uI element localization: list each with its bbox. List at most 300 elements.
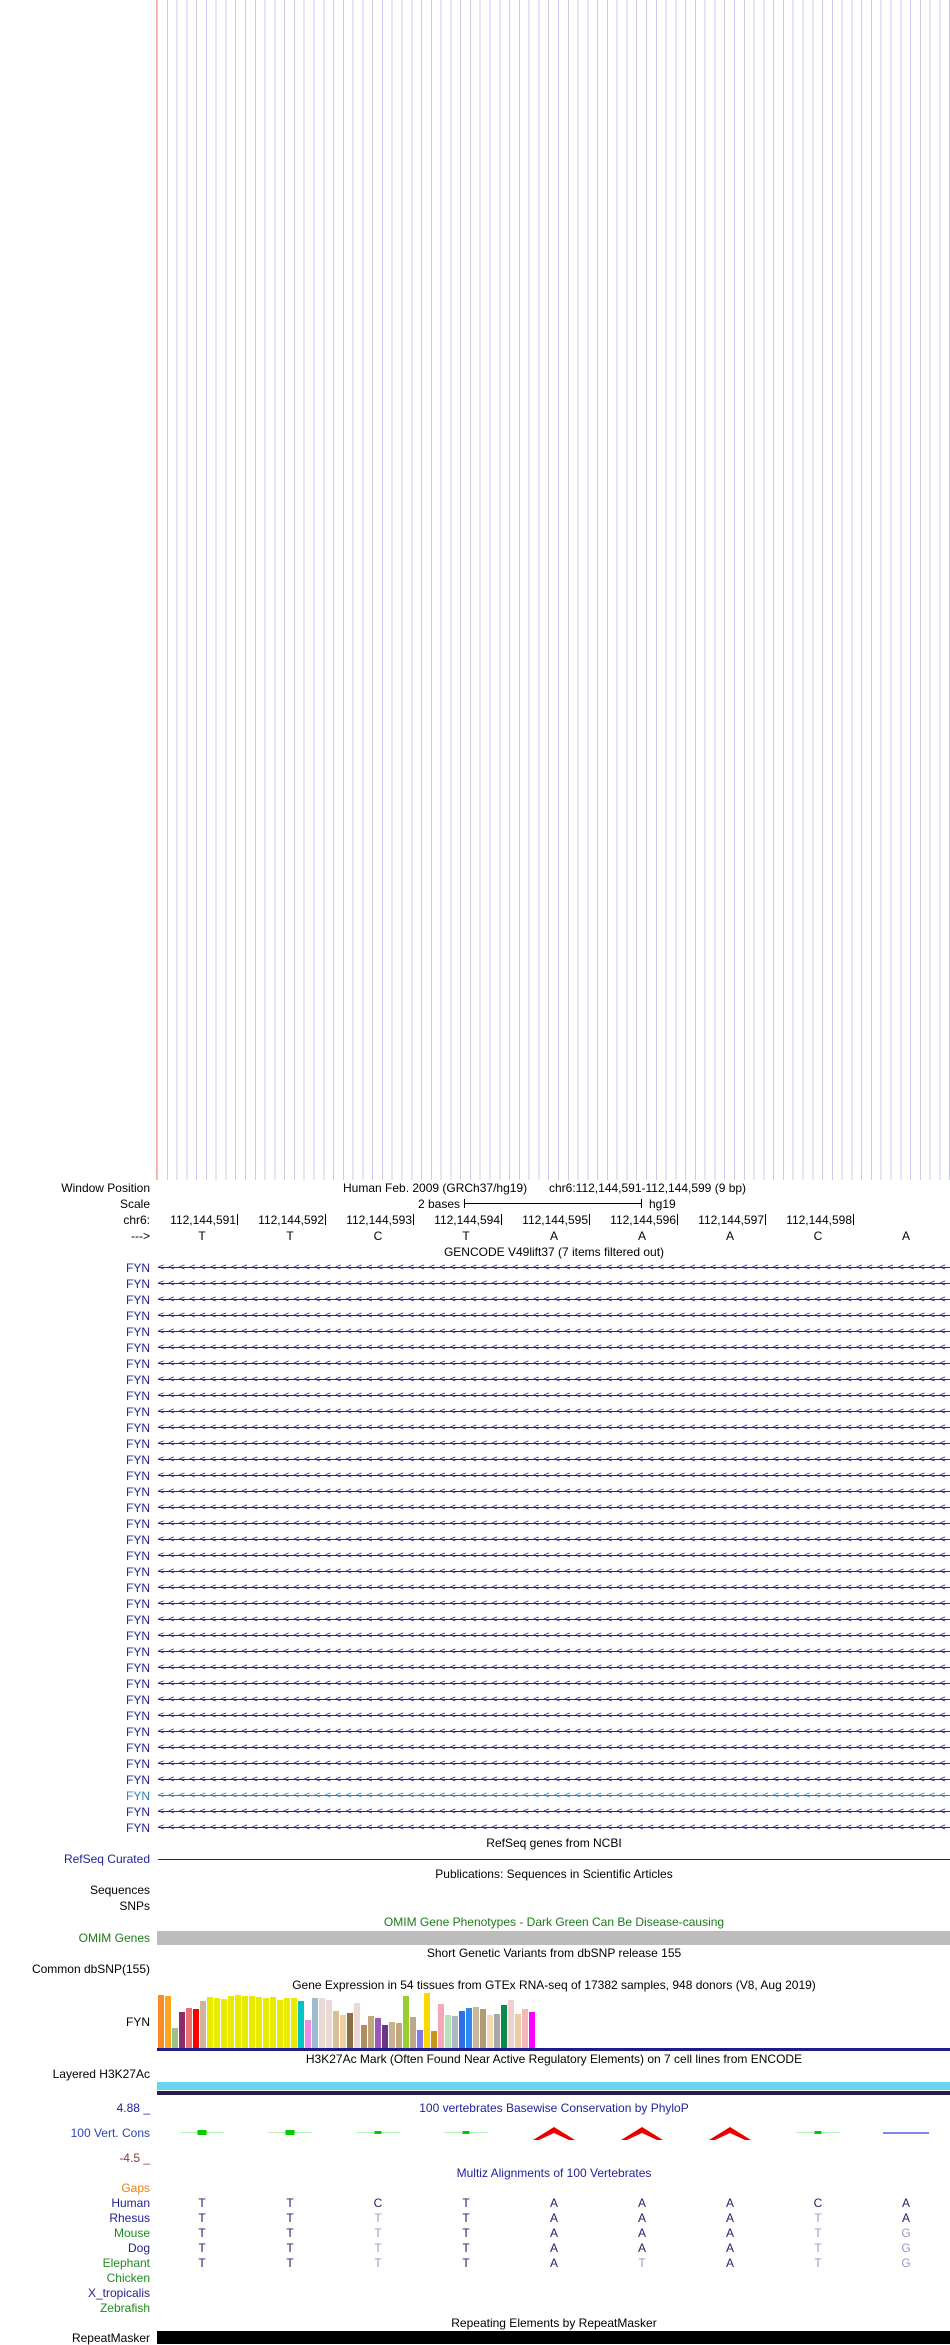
expression-bar[interactable] bbox=[263, 1998, 269, 2048]
gene-row-fyn[interactable] bbox=[0, 1292, 950, 1308]
alignment-base: T bbox=[286, 2226, 294, 2240]
expression-bar[interactable] bbox=[382, 2025, 388, 2048]
expression-bar[interactable] bbox=[207, 1997, 213, 2048]
expression-bar[interactable] bbox=[375, 2018, 381, 2048]
alignment-base: A bbox=[637, 2211, 646, 2225]
phylop-positive-mark bbox=[180, 2126, 224, 2140]
strand-arrows-icon: <<<<<<<<<<<<<<<<<<<<<<<<<<<<<<<<<<<<<<<<<<<<<<<<<<<<<<<<<<<<<<<<<<<<<<<<<<<< bbox=[158, 1438, 950, 1449]
base-cells bbox=[158, 1228, 950, 1244]
reference-base: A bbox=[725, 1229, 734, 1243]
reference-base: C bbox=[373, 1229, 383, 1243]
multiz-row-zebrafish[interactable] bbox=[0, 2301, 950, 2316]
gene-row-fyn[interactable] bbox=[0, 1756, 950, 1772]
gene-label: FYN bbox=[126, 1501, 150, 1515]
gene-label: FYN bbox=[126, 1581, 150, 1595]
multiz-row-dog[interactable] bbox=[0, 2241, 950, 2256]
conservation-title-row bbox=[0, 2100, 950, 2116]
sequences-row[interactable] bbox=[0, 1882, 950, 1898]
strand-arrows-icon: <<<<<<<<<<<<<<<<<<<<<<<<<<<<<<<<<<<<<<<<<<<<<<<<<<<<<<<<<<<<<<<<<<<<<<<<<<<< bbox=[158, 1774, 950, 1785]
gene-label: FYN bbox=[126, 1613, 150, 1627]
gene-label: FYN bbox=[126, 1261, 150, 1275]
gene-label: FYN bbox=[126, 1453, 150, 1467]
gene-label: FYN bbox=[126, 1389, 150, 1403]
phylop-score-box bbox=[375, 2131, 382, 2134]
gene-row-fyn[interactable] bbox=[0, 1500, 950, 1516]
gene-row-fyn[interactable] bbox=[0, 1276, 950, 1292]
gene-transcript bbox=[158, 1292, 950, 1308]
expression-bar[interactable] bbox=[340, 2015, 346, 2048]
expression-bar[interactable] bbox=[508, 2000, 514, 2048]
alignment-base: A bbox=[637, 2226, 646, 2240]
coordinate-label: 112,144,595 bbox=[502, 1212, 590, 1228]
gene-label: FYN bbox=[126, 1517, 150, 1531]
gene-label: FYN bbox=[126, 1805, 150, 1819]
sequences-label: Sequences bbox=[89, 1883, 150, 1897]
h3k27ac-baseline bbox=[157, 2091, 950, 2095]
multiz-row-elephant[interactable] bbox=[0, 2256, 950, 2271]
strand-arrows-icon: <<<<<<<<<<<<<<<<<<<<<<<<<<<<<<<<<<<<<<<<<<<<<<<<<<<<<<<<<<<<<<<<<<<<<<<<<<<< bbox=[158, 1358, 950, 1369]
strand-arrows-icon: <<<<<<<<<<<<<<<<<<<<<<<<<<<<<<<<<<<<<<<<<<<<<<<<<<<<<<<<<<<<<<<<<<<<<<<<<<<< bbox=[158, 1566, 950, 1577]
species-label: Elephant bbox=[102, 2256, 150, 2270]
snps-row[interactable] bbox=[0, 1898, 950, 1914]
phylop-negative-caret bbox=[709, 2127, 751, 2140]
gene-transcript bbox=[158, 1772, 950, 1788]
alignment-base: T bbox=[198, 2256, 206, 2270]
strand-label: ---> bbox=[131, 1229, 150, 1243]
dbsnp-label: Common dbSNP(155) bbox=[31, 1962, 150, 1976]
strand-arrows-icon: <<<<<<<<<<<<<<<<<<<<<<<<<<<<<<<<<<<<<<<<<<<<<<<<<<<<<<<<<<<<<<<<<<<<<<<<<<<< bbox=[158, 1678, 950, 1689]
expression-bar[interactable] bbox=[333, 2011, 339, 2048]
cons-min-label: -4.5 _ bbox=[119, 2151, 150, 2165]
reference-base: T bbox=[286, 1229, 294, 1243]
expression-bar[interactable] bbox=[165, 1996, 171, 2048]
expression-bar[interactable] bbox=[389, 2022, 395, 2048]
strand-arrows-icon: <<<<<<<<<<<<<<<<<<<<<<<<<<<<<<<<<<<<<<<<<<<<<<<<<<<<<<<<<<<<<<<<<<<<<<<<<<<< bbox=[158, 1374, 950, 1385]
alignment-base: T bbox=[286, 2256, 294, 2270]
expression-bar[interactable] bbox=[396, 2023, 402, 2048]
gene-transcript bbox=[158, 1548, 950, 1564]
h3k27ac-title-row bbox=[0, 2051, 950, 2067]
gene-row-fyn[interactable] bbox=[0, 1516, 950, 1532]
alignment-base: A bbox=[549, 2256, 558, 2270]
alignment-base: C bbox=[373, 2196, 383, 2210]
species-label: Gaps bbox=[121, 2181, 150, 2195]
gene-row-fyn[interactable] bbox=[0, 1708, 950, 1724]
gene-row-fyn[interactable] bbox=[0, 1484, 950, 1500]
phylop-mark-red-caret bbox=[598, 2116, 686, 2150]
alignment-base: C bbox=[813, 2196, 823, 2210]
multiz-alignment-rows bbox=[0, 2181, 950, 2316]
gene-row-fyn[interactable] bbox=[0, 1356, 950, 1372]
reference-base: T bbox=[198, 1229, 206, 1243]
gene-row-fyn[interactable] bbox=[0, 1596, 950, 1612]
alignment-base: T bbox=[198, 2241, 206, 2255]
coordinate-label: 112,144,597 bbox=[678, 1212, 766, 1228]
expression-bar[interactable] bbox=[172, 2028, 178, 2048]
alignment-base: A bbox=[549, 2196, 558, 2210]
gene-transcript bbox=[158, 1788, 950, 1804]
gene-transcript bbox=[158, 1756, 950, 1772]
alignment-base: A bbox=[637, 2196, 646, 2210]
expression-bar[interactable] bbox=[529, 2012, 535, 2048]
gene-row-fyn[interactable] bbox=[0, 1644, 950, 1660]
assembly-text: Human Feb. 2009 (GRCh37/hg19) bbox=[343, 1181, 528, 1195]
expression-bar[interactable] bbox=[298, 2001, 304, 2048]
expression-bar[interactable] bbox=[403, 1996, 409, 2048]
gene-row-fyn[interactable] bbox=[0, 1676, 950, 1692]
expression-bar[interactable] bbox=[179, 2012, 185, 2048]
coordinate-label: 112,144,593 bbox=[326, 1212, 414, 1228]
dbsnp-title: Short Genetic Variants from dbSNP release 155 bbox=[426, 1946, 682, 1960]
omim-title: OMIM Gene Phenotypes - Dark Green Can Be Disease-causing bbox=[383, 1915, 725, 1929]
refseq-curated-label: RefSeq Curated bbox=[63, 1852, 150, 1866]
h3k27ac-label-row[interactable] bbox=[0, 2067, 950, 2082]
expression-bar[interactable] bbox=[291, 1998, 297, 2048]
gene-label: FYN bbox=[126, 1357, 150, 1371]
expression-bar[interactable] bbox=[221, 1999, 227, 2048]
strand-arrows-icon: <<<<<<<<<<<<<<<<<<<<<<<<<<<<<<<<<<<<<<<<<<<<<<<<<<<<<<<<<<<<<<<<<<<<<<<<<<<< bbox=[158, 1454, 950, 1465]
window-position-label: Window Position bbox=[61, 1181, 150, 1195]
strand-arrows-icon: <<<<<<<<<<<<<<<<<<<<<<<<<<<<<<<<<<<<<<<<<<<<<<<<<<<<<<<<<<<<<<<<<<<<<<<<<<<< bbox=[158, 1502, 950, 1513]
expression-bar[interactable] bbox=[445, 2015, 451, 2048]
phylop-score-box bbox=[198, 2130, 207, 2135]
publications-title-row bbox=[0, 1867, 950, 1882]
expression-bar[interactable] bbox=[284, 1998, 290, 2048]
gene-row-fyn[interactable] bbox=[0, 1580, 950, 1596]
gene-label: FYN bbox=[126, 1661, 150, 1675]
gene-row-fyn[interactable] bbox=[0, 1324, 950, 1340]
strand-arrows-icon: <<<<<<<<<<<<<<<<<<<<<<<<<<<<<<<<<<<<<<<<<<<<<<<<<<<<<<<<<<<<<<<<<<<<<<<<<<<< bbox=[158, 1790, 950, 1801]
expression-bar[interactable] bbox=[501, 2005, 507, 2048]
expression-bar[interactable] bbox=[438, 2004, 444, 2048]
gene-row-fyn[interactable] bbox=[0, 1436, 950, 1452]
gene-row-fyn[interactable] bbox=[0, 1452, 950, 1468]
omim-genes-row[interactable] bbox=[0, 1930, 950, 1946]
gene-row-fyn[interactable] bbox=[0, 1804, 950, 1820]
gene-row-fyn[interactable] bbox=[0, 1724, 950, 1740]
gene-row-fyn[interactable] bbox=[0, 1308, 950, 1324]
gene-row-fyn[interactable] bbox=[0, 1388, 950, 1404]
gene-transcript bbox=[158, 1420, 950, 1436]
phylop-mark-blue-line bbox=[862, 2116, 950, 2150]
phylop-positive-mark bbox=[356, 2126, 400, 2140]
gene-label: FYN bbox=[126, 1645, 150, 1659]
phylop-mark-red-caret bbox=[510, 2116, 598, 2150]
strand-arrows-icon: <<<<<<<<<<<<<<<<<<<<<<<<<<<<<<<<<<<<<<<<<<<<<<<<<<<<<<<<<<<<<<<<<<<<<<<<<<<< bbox=[158, 1406, 950, 1417]
coordinate-label: 112,144,596 bbox=[590, 1212, 678, 1228]
gene-label: FYN bbox=[126, 1757, 150, 1771]
alignment-base: A bbox=[549, 2241, 558, 2255]
phylop-mark-green-dash bbox=[774, 2116, 862, 2150]
alignment-base: T bbox=[814, 2256, 822, 2270]
expression-bar[interactable] bbox=[368, 2016, 374, 2048]
gtex-title: Gene Expression in 54 tissues from GTEx RNA-seq of 17382 samples, 948 donors (V8, Aug 2019) bbox=[292, 1978, 816, 1992]
strand-arrows-icon: <<<<<<<<<<<<<<<<<<<<<<<<<<<<<<<<<<<<<<<<<<<<<<<<<<<<<<<<<<<<<<<<<<<<<<<<<<<< bbox=[158, 1742, 950, 1753]
gene-transcript bbox=[158, 1708, 950, 1724]
conservation-title: 100 vertebrates Basewise Conservation by PhyloP bbox=[419, 2101, 689, 2115]
alignment-base: T bbox=[814, 2211, 822, 2225]
expression-bar[interactable] bbox=[305, 2020, 311, 2048]
alignment-base: T bbox=[198, 2196, 206, 2210]
gene-label: FYN bbox=[126, 1437, 150, 1451]
expression-bar[interactable] bbox=[480, 2009, 486, 2048]
alignment-base: T bbox=[462, 2241, 470, 2255]
gene-transcript bbox=[158, 1660, 950, 1676]
multiz-row-x_tropicalis[interactable] bbox=[0, 2286, 950, 2301]
phylop-mark-red-caret bbox=[686, 2116, 774, 2150]
strand-arrows-icon: <<<<<<<<<<<<<<<<<<<<<<<<<<<<<<<<<<<<<<<<<<<<<<<<<<<<<<<<<<<<<<<<<<<<<<<<<<<< bbox=[158, 1662, 950, 1673]
gene-transcript bbox=[158, 1452, 950, 1468]
expression-bar[interactable] bbox=[466, 2008, 472, 2048]
expression-bar[interactable] bbox=[515, 2014, 521, 2048]
expression-bar[interactable] bbox=[235, 1995, 241, 2048]
gene-transcript bbox=[158, 1356, 950, 1372]
alignment-base: T bbox=[374, 2241, 382, 2255]
species-label: Dog bbox=[127, 2241, 150, 2255]
alignment-base: A bbox=[549, 2211, 558, 2225]
gene-row-fyn[interactable] bbox=[0, 1532, 950, 1548]
gene-transcript bbox=[158, 1820, 950, 1836]
gene-transcript bbox=[158, 1308, 950, 1324]
gene-row-fyn[interactable] bbox=[0, 1788, 950, 1804]
phylop-positive-mark bbox=[444, 2126, 488, 2140]
alignment-base: T bbox=[814, 2241, 822, 2255]
repeatmasker-row[interactable] bbox=[0, 2331, 950, 2345]
strand-arrows-icon: <<<<<<<<<<<<<<<<<<<<<<<<<<<<<<<<<<<<<<<<<<<<<<<<<<<<<<<<<<<<<<<<<<<<<<<<<<<< bbox=[158, 1550, 950, 1561]
alignment-bases bbox=[158, 2211, 950, 2226]
gene-label: FYN bbox=[126, 1629, 150, 1643]
phylop-positive-mark bbox=[268, 2126, 312, 2140]
alignment-base: G bbox=[901, 2256, 911, 2270]
gene-label: FYN bbox=[126, 1709, 150, 1723]
gencode-gene-rows bbox=[0, 1260, 950, 1836]
alignment-bases bbox=[158, 2196, 950, 2211]
gene-row-fyn[interactable] bbox=[0, 1404, 950, 1420]
gene-row-fyn[interactable] bbox=[0, 1740, 950, 1756]
expression-bar[interactable] bbox=[249, 1996, 255, 2048]
expression-bar[interactable] bbox=[214, 1998, 220, 2048]
snps-label: SNPs bbox=[119, 1899, 150, 1913]
chrom-label: chr6: bbox=[123, 1213, 150, 1227]
gene-transcript bbox=[158, 1692, 950, 1708]
alignment-bases bbox=[158, 2256, 950, 2271]
gene-label: FYN bbox=[126, 1549, 150, 1563]
expression-bar[interactable] bbox=[319, 1998, 325, 2048]
expression-bar[interactable] bbox=[410, 2017, 416, 2048]
strand-arrows-icon: <<<<<<<<<<<<<<<<<<<<<<<<<<<<<<<<<<<<<<<<<<<<<<<<<<<<<<<<<<<<<<<<<<<<<<<<<<<< bbox=[158, 1694, 950, 1705]
gene-row-fyn[interactable] bbox=[0, 1820, 950, 1836]
scale-value: 2 bases bbox=[417, 1197, 460, 1211]
gene-label: FYN bbox=[126, 1821, 150, 1835]
species-label: Chicken bbox=[106, 2271, 150, 2285]
repeatmasker-label: RepeatMasker bbox=[71, 2331, 150, 2345]
gtex-title-row bbox=[0, 1977, 950, 1993]
refseq-title: RefSeq genes from NCBI bbox=[486, 1836, 622, 1850]
gene-transcript bbox=[158, 1500, 950, 1516]
gene-transcript bbox=[158, 1372, 950, 1388]
expression-bar[interactable] bbox=[452, 2016, 458, 2048]
strand-arrows-icon: <<<<<<<<<<<<<<<<<<<<<<<<<<<<<<<<<<<<<<<<<<<<<<<<<<<<<<<<<<<<<<<<<<<<<<<<<<<< bbox=[158, 1758, 950, 1769]
expression-bar[interactable] bbox=[347, 2013, 353, 2048]
strand-arrows-icon: <<<<<<<<<<<<<<<<<<<<<<<<<<<<<<<<<<<<<<<<<<<<<<<<<<<<<<<<<<<<<<<<<<<<<<<<<<<< bbox=[158, 1470, 950, 1481]
gtex-expression-chart[interactable] bbox=[0, 1993, 950, 2051]
omim-genes-label: OMIM Genes bbox=[78, 1931, 150, 1945]
gene-transcript bbox=[158, 1260, 950, 1276]
gene-transcript bbox=[158, 1804, 950, 1820]
expression-bar[interactable] bbox=[200, 2001, 206, 2048]
expression-bar[interactable] bbox=[186, 2008, 192, 2048]
gene-label: FYN bbox=[126, 1277, 150, 1291]
gene-row-fyn[interactable] bbox=[0, 1468, 950, 1484]
cons-track-label: 100 Vert. Cons bbox=[70, 2126, 150, 2140]
gene-row-fyn[interactable] bbox=[0, 1692, 950, 1708]
expression-bar[interactable] bbox=[312, 1998, 318, 2048]
expression-bar[interactable] bbox=[473, 2007, 479, 2048]
alignment-base: A bbox=[725, 2241, 734, 2255]
species-label: X_tropicalis bbox=[87, 2286, 150, 2300]
expression-bar[interactable] bbox=[431, 2031, 437, 2048]
gene-row-fyn[interactable] bbox=[0, 1660, 950, 1676]
expression-bar[interactable] bbox=[494, 2014, 500, 2048]
dbsnp-row[interactable] bbox=[0, 1961, 950, 1977]
gene-row-fyn[interactable] bbox=[0, 1564, 950, 1580]
multiz-title-row bbox=[0, 2166, 950, 2181]
gene-transcript bbox=[158, 1468, 950, 1484]
expression-bar[interactable] bbox=[361, 2025, 367, 2048]
strand-arrows-icon: <<<<<<<<<<<<<<<<<<<<<<<<<<<<<<<<<<<<<<<<<<<<<<<<<<<<<<<<<<<<<<<<<<<<<<<<<<<< bbox=[158, 1486, 950, 1497]
gene-label: FYN bbox=[126, 1693, 150, 1707]
multiz-row-mouse[interactable] bbox=[0, 2226, 950, 2241]
alignment-base: T bbox=[374, 2226, 382, 2240]
h3k27ac-label: Layered H3K27Ac bbox=[52, 2067, 150, 2081]
species-label: Rhesus bbox=[109, 2211, 150, 2225]
gene-row-fyn[interactable] bbox=[0, 1420, 950, 1436]
gene-transcript bbox=[158, 1404, 950, 1420]
expression-bar[interactable] bbox=[354, 2003, 360, 2048]
alignment-base: A bbox=[901, 2196, 910, 2210]
repeatmasker-title-row bbox=[0, 2316, 950, 2331]
expression-bar[interactable] bbox=[228, 1996, 234, 2048]
expression-bar[interactable] bbox=[256, 1997, 262, 2048]
gene-row-fyn[interactable] bbox=[0, 1772, 950, 1788]
gene-transcript bbox=[158, 1724, 950, 1740]
multiz-row-gaps[interactable] bbox=[0, 2181, 950, 2196]
position-ruler-row[interactable] bbox=[0, 1212, 950, 1228]
strand-arrows-icon: <<<<<<<<<<<<<<<<<<<<<<<<<<<<<<<<<<<<<<<<<<<<<<<<<<<<<<<<<<<<<<<<<<<<<<<<<<<< bbox=[158, 1262, 950, 1273]
strand-arrows-icon: <<<<<<<<<<<<<<<<<<<<<<<<<<<<<<<<<<<<<<<<<<<<<<<<<<<<<<<<<<<<<<<<<<<<<<<<<<<< bbox=[158, 1822, 950, 1833]
strand-arrows-icon: <<<<<<<<<<<<<<<<<<<<<<<<<<<<<<<<<<<<<<<<<<<<<<<<<<<<<<<<<<<<<<<<<<<<<<<<<<<< bbox=[158, 1630, 950, 1641]
multiz-row-rhesus[interactable] bbox=[0, 2211, 950, 2226]
alignment-base: T bbox=[374, 2256, 382, 2270]
expression-bar[interactable] bbox=[417, 2030, 423, 2048]
gene-label: FYN bbox=[126, 1405, 150, 1419]
reference-base: A bbox=[549, 1229, 558, 1243]
phylop-positive-mark bbox=[796, 2126, 840, 2140]
alignment-base: A bbox=[725, 2226, 734, 2240]
conservation-track[interactable] bbox=[0, 2116, 950, 2150]
gene-transcript bbox=[158, 1532, 950, 1548]
omim-gene-bar[interactable] bbox=[157, 1931, 950, 1945]
alignment-base: T bbox=[286, 2211, 294, 2225]
gene-label: FYN bbox=[126, 1485, 150, 1499]
repeatmasker-bar[interactable] bbox=[157, 2331, 950, 2344]
omim-title-row bbox=[0, 1914, 950, 1930]
phylop-score-box bbox=[463, 2131, 470, 2134]
reference-base: T bbox=[462, 1229, 470, 1243]
expression-bar[interactable] bbox=[326, 2000, 332, 2048]
gene-label: FYN bbox=[126, 1341, 150, 1355]
gencode-title: GENCODE V49lift37 (7 items filtered out) bbox=[443, 1245, 665, 1259]
gene-label: FYN bbox=[126, 1725, 150, 1739]
strand-arrows-icon: <<<<<<<<<<<<<<<<<<<<<<<<<<<<<<<<<<<<<<<<<<<<<<<<<<<<<<<<<<<<<<<<<<<<<<<<<<<< bbox=[158, 1646, 950, 1657]
expression-bar[interactable] bbox=[522, 2009, 528, 2048]
gene-transcript bbox=[158, 1388, 950, 1404]
coordinate-cells bbox=[150, 1212, 942, 1228]
gene-transcript bbox=[158, 1484, 950, 1500]
gene-row-fyn[interactable] bbox=[0, 1340, 950, 1356]
expression-bar[interactable] bbox=[459, 2011, 465, 2048]
gene-transcript bbox=[158, 1564, 950, 1580]
alignment-base: A bbox=[725, 2211, 734, 2225]
alignment-base: A bbox=[901, 2211, 910, 2225]
alignment-bases bbox=[158, 2241, 950, 2256]
position-text: chr6:112,144,591-112,144,599 (9 bp) bbox=[549, 1181, 747, 1195]
phylop-score-box bbox=[815, 2131, 822, 2134]
gene-label: FYN bbox=[126, 1741, 150, 1755]
expression-bar[interactable] bbox=[193, 2009, 199, 2048]
h3k27ac-signal[interactable] bbox=[0, 2082, 950, 2096]
gtex-bars bbox=[158, 1993, 535, 2048]
expression-bar[interactable] bbox=[487, 2015, 493, 2048]
scale-genome: hg19 bbox=[649, 1197, 676, 1211]
gene-row-fyn[interactable] bbox=[0, 1628, 950, 1644]
expression-bar[interactable] bbox=[277, 2000, 283, 2048]
alignment-base: A bbox=[637, 2241, 646, 2255]
gene-label: FYN bbox=[126, 1373, 150, 1387]
alignment-base: A bbox=[549, 2226, 558, 2240]
reference-base: A bbox=[901, 1229, 910, 1243]
gene-label: FYN bbox=[126, 1309, 150, 1323]
expression-bar[interactable] bbox=[158, 1995, 164, 2048]
gene-row-fyn[interactable] bbox=[0, 1260, 950, 1276]
base-ruler-row[interactable] bbox=[0, 1228, 950, 1244]
species-label: Mouse bbox=[113, 2226, 150, 2240]
multiz-row-human[interactable] bbox=[0, 2196, 950, 2211]
gene-label: FYN bbox=[126, 1597, 150, 1611]
strand-arrows-icon: <<<<<<<<<<<<<<<<<<<<<<<<<<<<<<<<<<<<<<<<<<<<<<<<<<<<<<<<<<<<<<<<<<<<<<<<<<<< bbox=[158, 1294, 950, 1305]
scale-row bbox=[0, 1196, 950, 1212]
gene-row-fyn[interactable] bbox=[0, 1372, 950, 1388]
gene-row-fyn[interactable] bbox=[0, 1548, 950, 1564]
conservation-min-row bbox=[0, 2150, 950, 2166]
reference-base: C bbox=[813, 1229, 823, 1243]
gene-transcript bbox=[158, 1628, 950, 1644]
expression-bar[interactable] bbox=[424, 1993, 430, 2048]
alignment-base: T bbox=[638, 2256, 646, 2270]
multiz-row-chicken[interactable] bbox=[0, 2271, 950, 2286]
phylop-mark-green-dash bbox=[422, 2116, 510, 2150]
expression-bar[interactable] bbox=[242, 1996, 248, 2048]
refseq-curated-row[interactable] bbox=[0, 1851, 950, 1867]
expression-bar[interactable] bbox=[270, 1997, 276, 2048]
gene-transcript bbox=[158, 1596, 950, 1612]
phylop-mark-green-box bbox=[246, 2116, 334, 2150]
gene-row-fyn[interactable] bbox=[0, 1612, 950, 1628]
gene-transcript bbox=[158, 1436, 950, 1452]
gene-transcript bbox=[158, 1276, 950, 1292]
phylop-score-box bbox=[286, 2130, 295, 2135]
coordinate-label: 112,144,598 bbox=[766, 1212, 854, 1228]
